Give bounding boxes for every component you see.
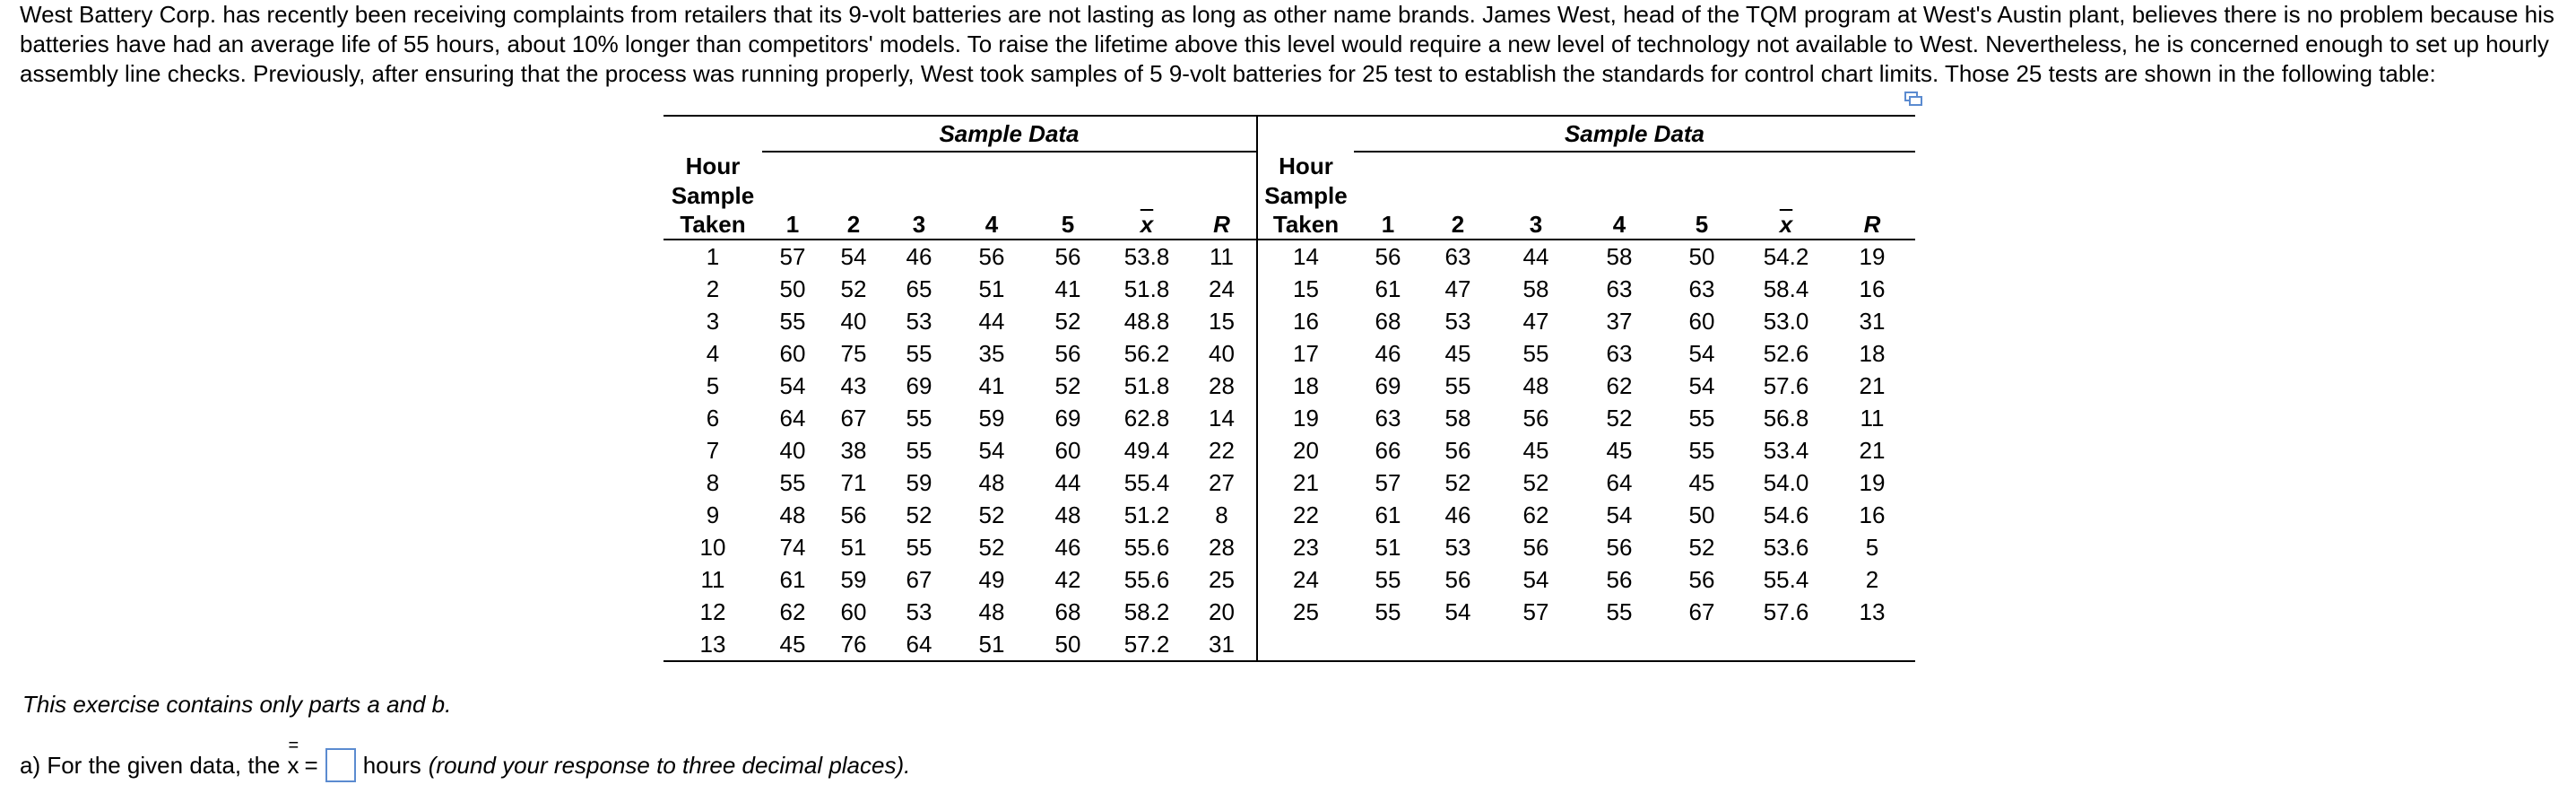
sample-cell: 56 [1606, 533, 1633, 561]
xbar-cell: 56.2 [1123, 339, 1170, 367]
sample-cell: 67 [1688, 597, 1715, 625]
sample-cell: 51 [954, 628, 1029, 661]
question-a [20, 748, 910, 782]
xbar-cell: 54.6 [1763, 501, 1809, 528]
xbar-cell: 53.0 [1763, 307, 1809, 335]
table-row [664, 563, 1915, 596]
range-cell: 21 [1859, 371, 1886, 399]
xbar-cell: 54.2 [1743, 240, 1829, 273]
sample-cell: 52 [1522, 468, 1549, 496]
xbar-cell: 54.0 [1763, 468, 1809, 496]
sample-cell: 74 [779, 533, 806, 561]
hour-cell: 18 [1293, 371, 1319, 399]
sample-cell: 59 [840, 565, 867, 593]
hour-cell: 11 [700, 565, 725, 593]
column-header: 5 [1695, 210, 1709, 238]
sample-data-table [664, 115, 1915, 662]
xbar-cell: 55.4 [1763, 565, 1809, 593]
question-prefix: a) For the given data, the [20, 751, 281, 779]
sample-cell: 54 [1606, 501, 1633, 528]
sample-cell: 38 [840, 436, 867, 464]
hour-cell [1257, 628, 1354, 661]
sample-cell: 56 [1522, 533, 1549, 561]
sample-cell: 60 [1054, 436, 1081, 464]
xbar-cell: 49.4 [1123, 436, 1170, 464]
table-body [664, 240, 1915, 661]
answer-input[interactable] [325, 748, 356, 782]
sample-cell: 55 [906, 404, 932, 432]
sample-cell: 71 [840, 468, 867, 496]
column-header-xbar: $\overline{x}$ [1140, 210, 1154, 238]
hour-cell: 8 [706, 468, 720, 496]
sample-cell: 48 [978, 468, 1005, 496]
unit-label: hours [362, 751, 421, 779]
range-cell: 13 [1859, 597, 1886, 625]
xbar-cell: 48.8 [1123, 307, 1170, 335]
sample-cell [1354, 628, 1422, 661]
sample-cell: 53 [906, 307, 932, 335]
sample-cell: 48 [1522, 371, 1549, 399]
hour-cell: 19 [1293, 404, 1319, 432]
sample-cell: 68 [1375, 307, 1401, 335]
sample-cell: 55 [1444, 371, 1471, 399]
table-row [664, 434, 1915, 466]
sample-cell: 54 [1444, 597, 1471, 625]
sample-cell: 52 [1606, 404, 1633, 432]
sample-cell: 56 [954, 240, 1029, 273]
sample-cell: 56 [1029, 240, 1106, 273]
range-cell: 11 [1860, 404, 1885, 432]
sample-cell: 54 [823, 240, 884, 273]
hour-cell: 22 [1293, 501, 1319, 528]
range-cell: 16 [1859, 275, 1886, 302]
sample-cell: 50 [1688, 501, 1715, 528]
column-header: 3 [1529, 210, 1543, 238]
sample-cell: 52 [1054, 371, 1081, 399]
range-cell: 11 [1187, 240, 1257, 273]
sample-cell: 75 [840, 339, 867, 367]
sample-cell: 62 [1606, 371, 1633, 399]
hour-cell: 3 [706, 307, 720, 335]
xbar-cell: 55.6 [1123, 565, 1170, 593]
hour-header-line1: Hour [685, 153, 741, 179]
sample-cell: 67 [840, 404, 867, 432]
hour-cell: 4 [706, 339, 720, 367]
sample-cell: 52 [1444, 468, 1471, 496]
hour-header-line2: Sample [1264, 181, 1348, 209]
column-header: 2 [846, 210, 861, 238]
hour-cell: 9 [706, 501, 720, 528]
sample-cell: 62 [779, 597, 806, 625]
sample-cell: 55 [1688, 436, 1715, 464]
column-header: 3 [912, 210, 926, 238]
range-cell: 19 [1829, 240, 1915, 273]
sample-cell [1578, 628, 1661, 661]
sample-cell: 63 [1688, 275, 1715, 302]
sample-cell: 55 [1522, 339, 1549, 367]
sample-cell: 69 [1375, 371, 1401, 399]
sample-cell: 52 [1054, 307, 1081, 335]
xbar-cell: 58.2 [1123, 597, 1170, 625]
sample-cell: 53 [1444, 533, 1471, 561]
column-header-xbar: $\overline{x}$ [1779, 210, 1793, 238]
xbar-cell: 57.6 [1763, 371, 1809, 399]
sample-cell: 51 [840, 533, 867, 561]
sample-cell: 48 [779, 501, 806, 528]
hour-cell: 1 [664, 240, 762, 273]
problem-statement: West Battery Corp. has recently been receiving complaints from retailers that its 9-volt batteries are not lasting as long as other name brands. James West, head of the TQM program at West's Austin plant, believes there is no problem because his batteries have had an average life of 55 hours, about 10% longer than competitors' models. To raise the lifetime above this level would require a new level of technology not available to West. Nevertheless, he is concerned enough to set up hourly assembly line checks. Previously, after ensuring that the process was running properly, West took samples of 5 9-volt batteries for 25 test to establish the standards for control chart limits. Those 25 tests are shown in the following table: [20, 1, 2554, 87]
sample-cell: 55 [906, 436, 932, 464]
sample-cell: 47 [1522, 307, 1549, 335]
range-cell: 2 [1865, 565, 1879, 593]
hour-cell: 14 [1257, 240, 1354, 273]
table-row [664, 531, 1915, 563]
hour-header-line3: Taken [680, 210, 746, 238]
sample-cell: 35 [978, 339, 1005, 367]
sample-cell: 42 [1054, 565, 1081, 593]
sample-cell: 52 [978, 533, 1005, 561]
sample-cell: 54 [779, 371, 806, 399]
hour-cell: 6 [706, 404, 720, 432]
sample-cell: 54 [1688, 371, 1715, 399]
hour-cell: 24 [1293, 565, 1319, 593]
column-header: 1 [785, 210, 800, 238]
range-cell: 25 [1187, 563, 1257, 596]
sample-cell: 63 [1606, 275, 1633, 302]
sample-cell: 45 [762, 628, 823, 661]
range-cell: 28 [1187, 370, 1257, 402]
sample-cell: 40 [779, 436, 806, 464]
xbar-cell: 55.6 [1123, 533, 1170, 561]
table-row [664, 596, 1915, 628]
xbar-cell: 51.2 [1123, 501, 1170, 528]
sample-cell: 59 [906, 468, 932, 496]
sample-cell: 45 [1688, 468, 1715, 496]
sample-cell: 46 [1375, 339, 1401, 367]
table-row [664, 305, 1915, 337]
sample-cell: 55 [1688, 404, 1715, 432]
sample-cell [1494, 628, 1578, 661]
exercise-note: This exercise contains only parts a and b. [22, 691, 452, 718]
sample-cell: 57 [762, 240, 823, 273]
xbar-cell: 53.6 [1763, 533, 1809, 561]
range-cell [1829, 628, 1915, 661]
xbar-cell: 57.2 [1106, 628, 1187, 661]
hour-cell: 7 [706, 436, 720, 464]
x-double-bar-symbol: = x [288, 752, 299, 780]
range-cell: 21 [1859, 436, 1886, 464]
sample-cell: 61 [779, 565, 806, 593]
sample-cell: 55 [1375, 565, 1401, 593]
sample-cell: 60 [1688, 307, 1715, 335]
column-header: 2 [1451, 210, 1465, 238]
sample-cell: 60 [840, 597, 867, 625]
sample-cell: 56 [1606, 565, 1633, 593]
group-label-left: Sample Data [762, 116, 1257, 152]
sample-cell: 51 [1375, 533, 1401, 561]
sample-cell: 76 [823, 628, 884, 661]
range-cell: 8 [1187, 499, 1257, 531]
sample-cell: 44 [978, 307, 1005, 335]
hour-header-line1: Hour [1279, 153, 1333, 179]
sample-cell: 52 [906, 501, 932, 528]
range-cell: 28 [1187, 531, 1257, 563]
sample-cell: 55 [906, 533, 932, 561]
column-header: 5 [1061, 210, 1075, 238]
xbar-cell: 58.4 [1763, 275, 1809, 302]
sample-cell: 52 [1688, 533, 1715, 561]
sample-cell: 57 [1375, 468, 1401, 496]
sample-cell: 56 [840, 501, 867, 528]
sample-cell: 55 [1375, 597, 1401, 625]
sample-cell: 52 [840, 275, 867, 302]
range-cell: 24 [1187, 273, 1257, 305]
sample-cell: 44 [1054, 468, 1081, 496]
xbar-cell: 56.8 [1763, 404, 1809, 432]
xbar-cell: 53.4 [1763, 436, 1809, 464]
sample-cell: 63 [1375, 404, 1401, 432]
hour-header-line2: Sample [671, 181, 755, 209]
xbar-cell: 57.6 [1763, 597, 1809, 625]
sample-cell: 44 [1494, 240, 1578, 273]
xbar-cell: 51.8 [1123, 371, 1170, 399]
table-row [664, 370, 1915, 402]
sample-cell: 58 [1444, 404, 1471, 432]
hour-cell: 20 [1293, 436, 1319, 464]
sample-cell: 43 [840, 371, 867, 399]
table-row [664, 240, 1915, 273]
hour-cell: 5 [706, 371, 720, 399]
sample-cell: 53 [1444, 307, 1471, 335]
hour-cell: 2 [706, 275, 720, 302]
column-header: 4 [1612, 210, 1626, 238]
sample-cell: 56 [1444, 565, 1471, 593]
hour-cell: 10 [699, 533, 726, 561]
sample-cell: 50 [779, 275, 806, 302]
sample-cell: 54 [1522, 565, 1549, 593]
sample-cell: 64 [884, 628, 954, 661]
hour-header-line3: Taken [1272, 210, 1340, 238]
hour-cell: 13 [664, 628, 762, 661]
range-cell: 19 [1859, 468, 1886, 496]
sample-cell: 64 [1606, 468, 1633, 496]
sample-cell: 69 [1054, 404, 1081, 432]
sample-cell: 66 [1375, 436, 1401, 464]
range-cell: 20 [1187, 596, 1257, 628]
range-cell: 18 [1859, 339, 1886, 367]
sample-cell: 47 [1444, 275, 1471, 302]
sample-cell: 51 [978, 275, 1005, 302]
column-header-range: R [1863, 210, 1881, 238]
xbar-cell: 53.8 [1106, 240, 1187, 273]
sample-cell [1422, 628, 1494, 661]
sample-cell: 45 [1522, 436, 1549, 464]
sample-cell: 45 [1444, 339, 1471, 367]
sample-cell: 40 [840, 307, 867, 335]
sample-cell: 37 [1606, 307, 1633, 335]
range-cell: 27 [1187, 466, 1257, 499]
hour-cell: 15 [1293, 275, 1319, 302]
sample-cell: 54 [1688, 339, 1715, 367]
equals-sign: = [304, 751, 318, 779]
sample-cell: 46 [1444, 501, 1471, 528]
table-row [664, 628, 1915, 661]
sample-cell: 59 [978, 404, 1005, 432]
column-header: 1 [1381, 210, 1395, 238]
sample-cell: 63 [1606, 339, 1633, 367]
sample-cell: 46 [884, 240, 954, 273]
range-cell: 40 [1187, 337, 1257, 370]
sample-cell: 64 [779, 404, 806, 432]
sample-cell: 46 [1054, 533, 1081, 561]
sample-cell: 49 [978, 565, 1005, 593]
sample-cell: 63 [1422, 240, 1494, 273]
sample-cell: 50 [1029, 628, 1106, 661]
copy-icon[interactable] [1904, 91, 1923, 107]
hour-cell: 21 [1293, 468, 1319, 496]
sample-cell: 61 [1375, 501, 1401, 528]
sample-cell: 57 [1522, 597, 1549, 625]
sample-cell: 56 [1354, 240, 1422, 273]
table-row [664, 466, 1915, 499]
sample-cell: 55 [906, 339, 932, 367]
sample-cell: 50 [1661, 240, 1743, 273]
column-header: 4 [984, 210, 999, 238]
hour-cell: 25 [1293, 597, 1319, 625]
sample-cell: 56 [1688, 565, 1715, 593]
table-row [664, 337, 1915, 370]
range-cell: 5 [1865, 533, 1879, 561]
xbar-cell: 51.8 [1123, 275, 1170, 302]
hour-cell: 23 [1293, 533, 1319, 561]
xbar-cell: 52.6 [1763, 339, 1809, 367]
sample-cell: 48 [1054, 501, 1081, 528]
sample-cell [1661, 628, 1743, 661]
range-cell: 22 [1187, 434, 1257, 466]
sample-cell: 58 [1522, 275, 1549, 302]
sample-cell: 60 [779, 339, 806, 367]
sample-cell: 62 [1522, 501, 1549, 528]
sample-cell: 45 [1606, 436, 1633, 464]
sample-cell: 69 [906, 371, 932, 399]
xbar-cell [1743, 628, 1829, 661]
xbar-cell: 55.4 [1123, 468, 1170, 496]
sample-cell: 56 [1054, 339, 1081, 367]
sample-cell: 41 [978, 371, 1005, 399]
group-label-right: Sample Data [1354, 116, 1915, 152]
table-row [664, 499, 1915, 531]
sample-cell: 55 [779, 307, 806, 335]
sample-cell: 41 [1054, 275, 1081, 302]
hour-cell: 16 [1293, 307, 1319, 335]
sample-cell: 54 [978, 436, 1005, 464]
sample-cell: 68 [1054, 597, 1081, 625]
range-cell: 31 [1859, 307, 1886, 335]
range-cell: 16 [1859, 501, 1886, 528]
sample-cell: 52 [978, 501, 1005, 528]
range-cell: 14 [1187, 402, 1257, 434]
sample-cell: 56 [1444, 436, 1471, 464]
sample-cell: 58 [1578, 240, 1661, 273]
range-cell: 31 [1187, 628, 1257, 661]
table-row [664, 402, 1915, 434]
hour-cell: 12 [699, 597, 726, 625]
sample-cell: 67 [906, 565, 932, 593]
sample-cell: 55 [1606, 597, 1633, 625]
sample-cell: 65 [906, 275, 932, 302]
table-row [664, 273, 1915, 305]
sample-cell: 55 [779, 468, 806, 496]
hour-cell: 17 [1293, 339, 1319, 367]
sample-cell: 53 [906, 597, 932, 625]
column-header-range: R [1187, 210, 1257, 240]
range-cell: 15 [1187, 305, 1257, 337]
sample-cell: 56 [1522, 404, 1549, 432]
xbar-cell: 62.8 [1123, 404, 1170, 432]
sample-cell: 61 [1375, 275, 1401, 302]
sample-cell: 48 [978, 597, 1005, 625]
rounding-hint: (round your response to three decimal places). [428, 751, 911, 779]
